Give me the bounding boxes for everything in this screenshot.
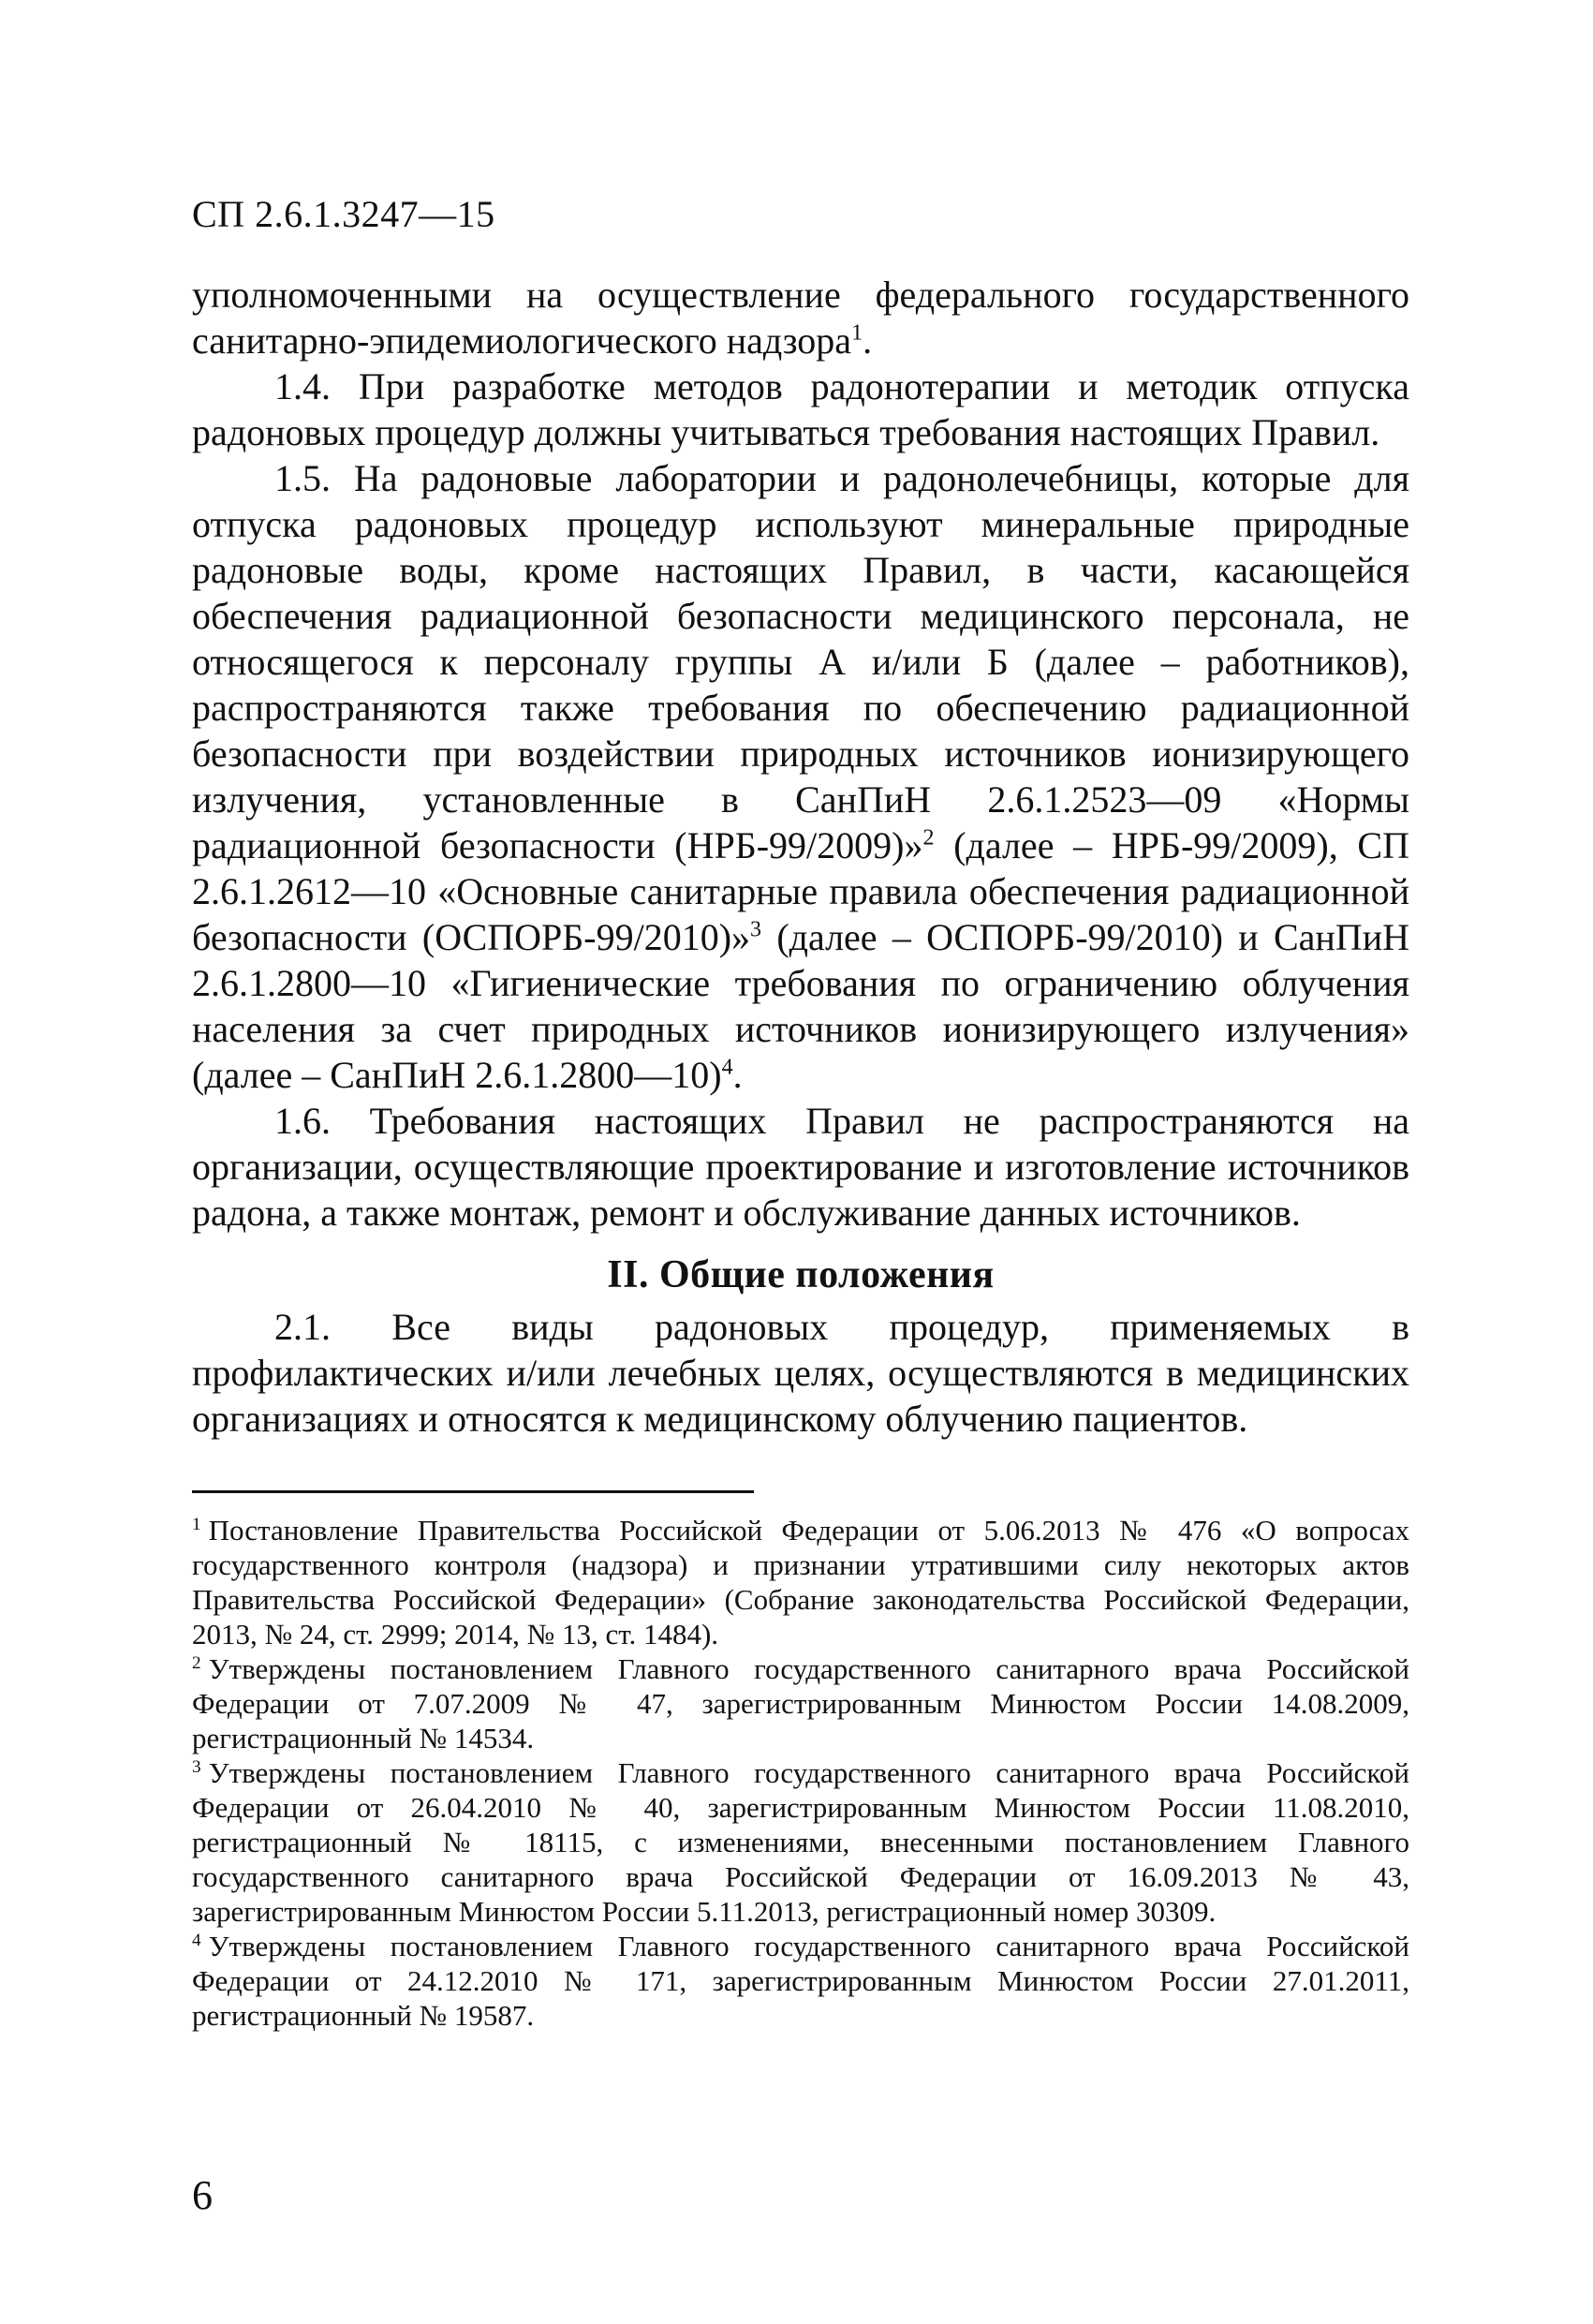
paragraph-1-6: 1.6. Требования настоящих Правил не распространяются на организации, осуществляющие проектирование и изготовление источников радона, а также монтаж, ремонт и обслуживание данных источников.: [192, 1100, 1409, 1234]
paragraph-1-5: 1.5. На радоновые лаборатории и радонолечебницы, которые для отпуска радоновых процедур используют минеральные природные радоновые воды, кроме настоящих Правил, в части, касающейся обеспечения радиационной безопасности медицинского персонала, не относящегося к персоналу группы А и/или Б (далее – работников), распространяются также требования по обеспечению радиационной безопасности при воздействии природных источников ионизирующего излучения, установленные в СанПиН 2.6.1.2523—09 «Нормы радиационной безопасности (НРБ-99/2009)»$^2$ (далее – НРБ-99/2009), СП 2.6.1.2612—10 «Основные санитарные правила обеспечения радиационной безопасности (ОСПОРБ-99/2010)»$^3$ (далее – ОСПОРБ-99/2010) и СанПиН 2.6.1.2800—10 «Гигиенические требования по ограничению облучения населения за счет природных источников ионизирующего излучения» (далее – СанПиН 2.6.1.2800—10)$^4$.: [192, 457, 1409, 1096]
footnote: $^3$ Утверждены постановлением Главного государственного санитарного врача Российской Федерации от 26.04.2010 № 40, зарегистрированным Минюстом России 11.08.2010, регистрационный № 18115, с изменениями, внесенными постановлением Главного государственного санитарного врача Российской Федерации от 16.09.2013 № 43, зарегистрированным Минюстом России 5.11.2013, регистрационный номер 30309.: [192, 1756, 1409, 1928]
footnote: $^2$ Утверждены постановлением Главного государственного санитарного врача Российской Федерации от 7.07.2009 № 47, зарегистрированным Минюстом России 14.08.2009, регистрационный № 14534.: [192, 1652, 1409, 1754]
footnote-ref-1[interactable]: 1: [851, 320, 863, 346]
footnote-separator: [192, 1490, 754, 1493]
footnote-ref-4[interactable]: 4: [721, 1055, 733, 1080]
footnote: $^4$ Утверждены постановлением Главного государственного санитарного врача Российской Федерации от 24.12.2010 № 171, зарегистрированным Минюстом России 27.01.2011, регистрационный № 19587.: [192, 1930, 1409, 2032]
document-code-header: СП 2.6.1.3247—15: [192, 193, 495, 235]
footnote-ref-3[interactable]: 3: [750, 917, 762, 942]
main-text: [192, 272, 1409, 1442]
paragraph-1-4: 1.4. При разработке методов радонотерапии и методик отпуска радоновых процедур должны учитываться требования настоящих Правил.: [192, 365, 1409, 453]
footnote-ref-2[interactable]: 2: [922, 825, 935, 851]
footnotes: [192, 1513, 1409, 2033]
footnote-number: 3: [192, 1756, 201, 1777]
footnote-number: 4: [192, 1930, 201, 1950]
paragraph-2-1: 2.1. Все виды радоновых процедур, применяемых в профилактических и/или лечебных целях, осуществляются в медицинских организациях и относятся к медицинскому облучению пациентов.: [192, 1306, 1409, 1440]
page-number: 6: [192, 2172, 213, 2218]
footnote-number: 2: [192, 1652, 201, 1673]
section-heading: II. Общие положения: [607, 1253, 995, 1296]
footnote-number: 1: [192, 1514, 201, 1534]
paragraph-continuation: уполномоченными на осуществление федерального государственного санитарно-эпидемиологического надзора$^1$.: [192, 274, 1409, 362]
footnote: $^1$ Постановление Правительства Российской Федерации от 5.06.2013 № 476 «О вопросах государственного контроля (надзора) и признании утратившими силу некоторых актов Правительства Российской Федерации» (Собрание законодательства Российской Федерации, 2013, № 24, ст. 2999; 2014, № 13, ст. 1484).: [192, 1514, 1409, 1650]
